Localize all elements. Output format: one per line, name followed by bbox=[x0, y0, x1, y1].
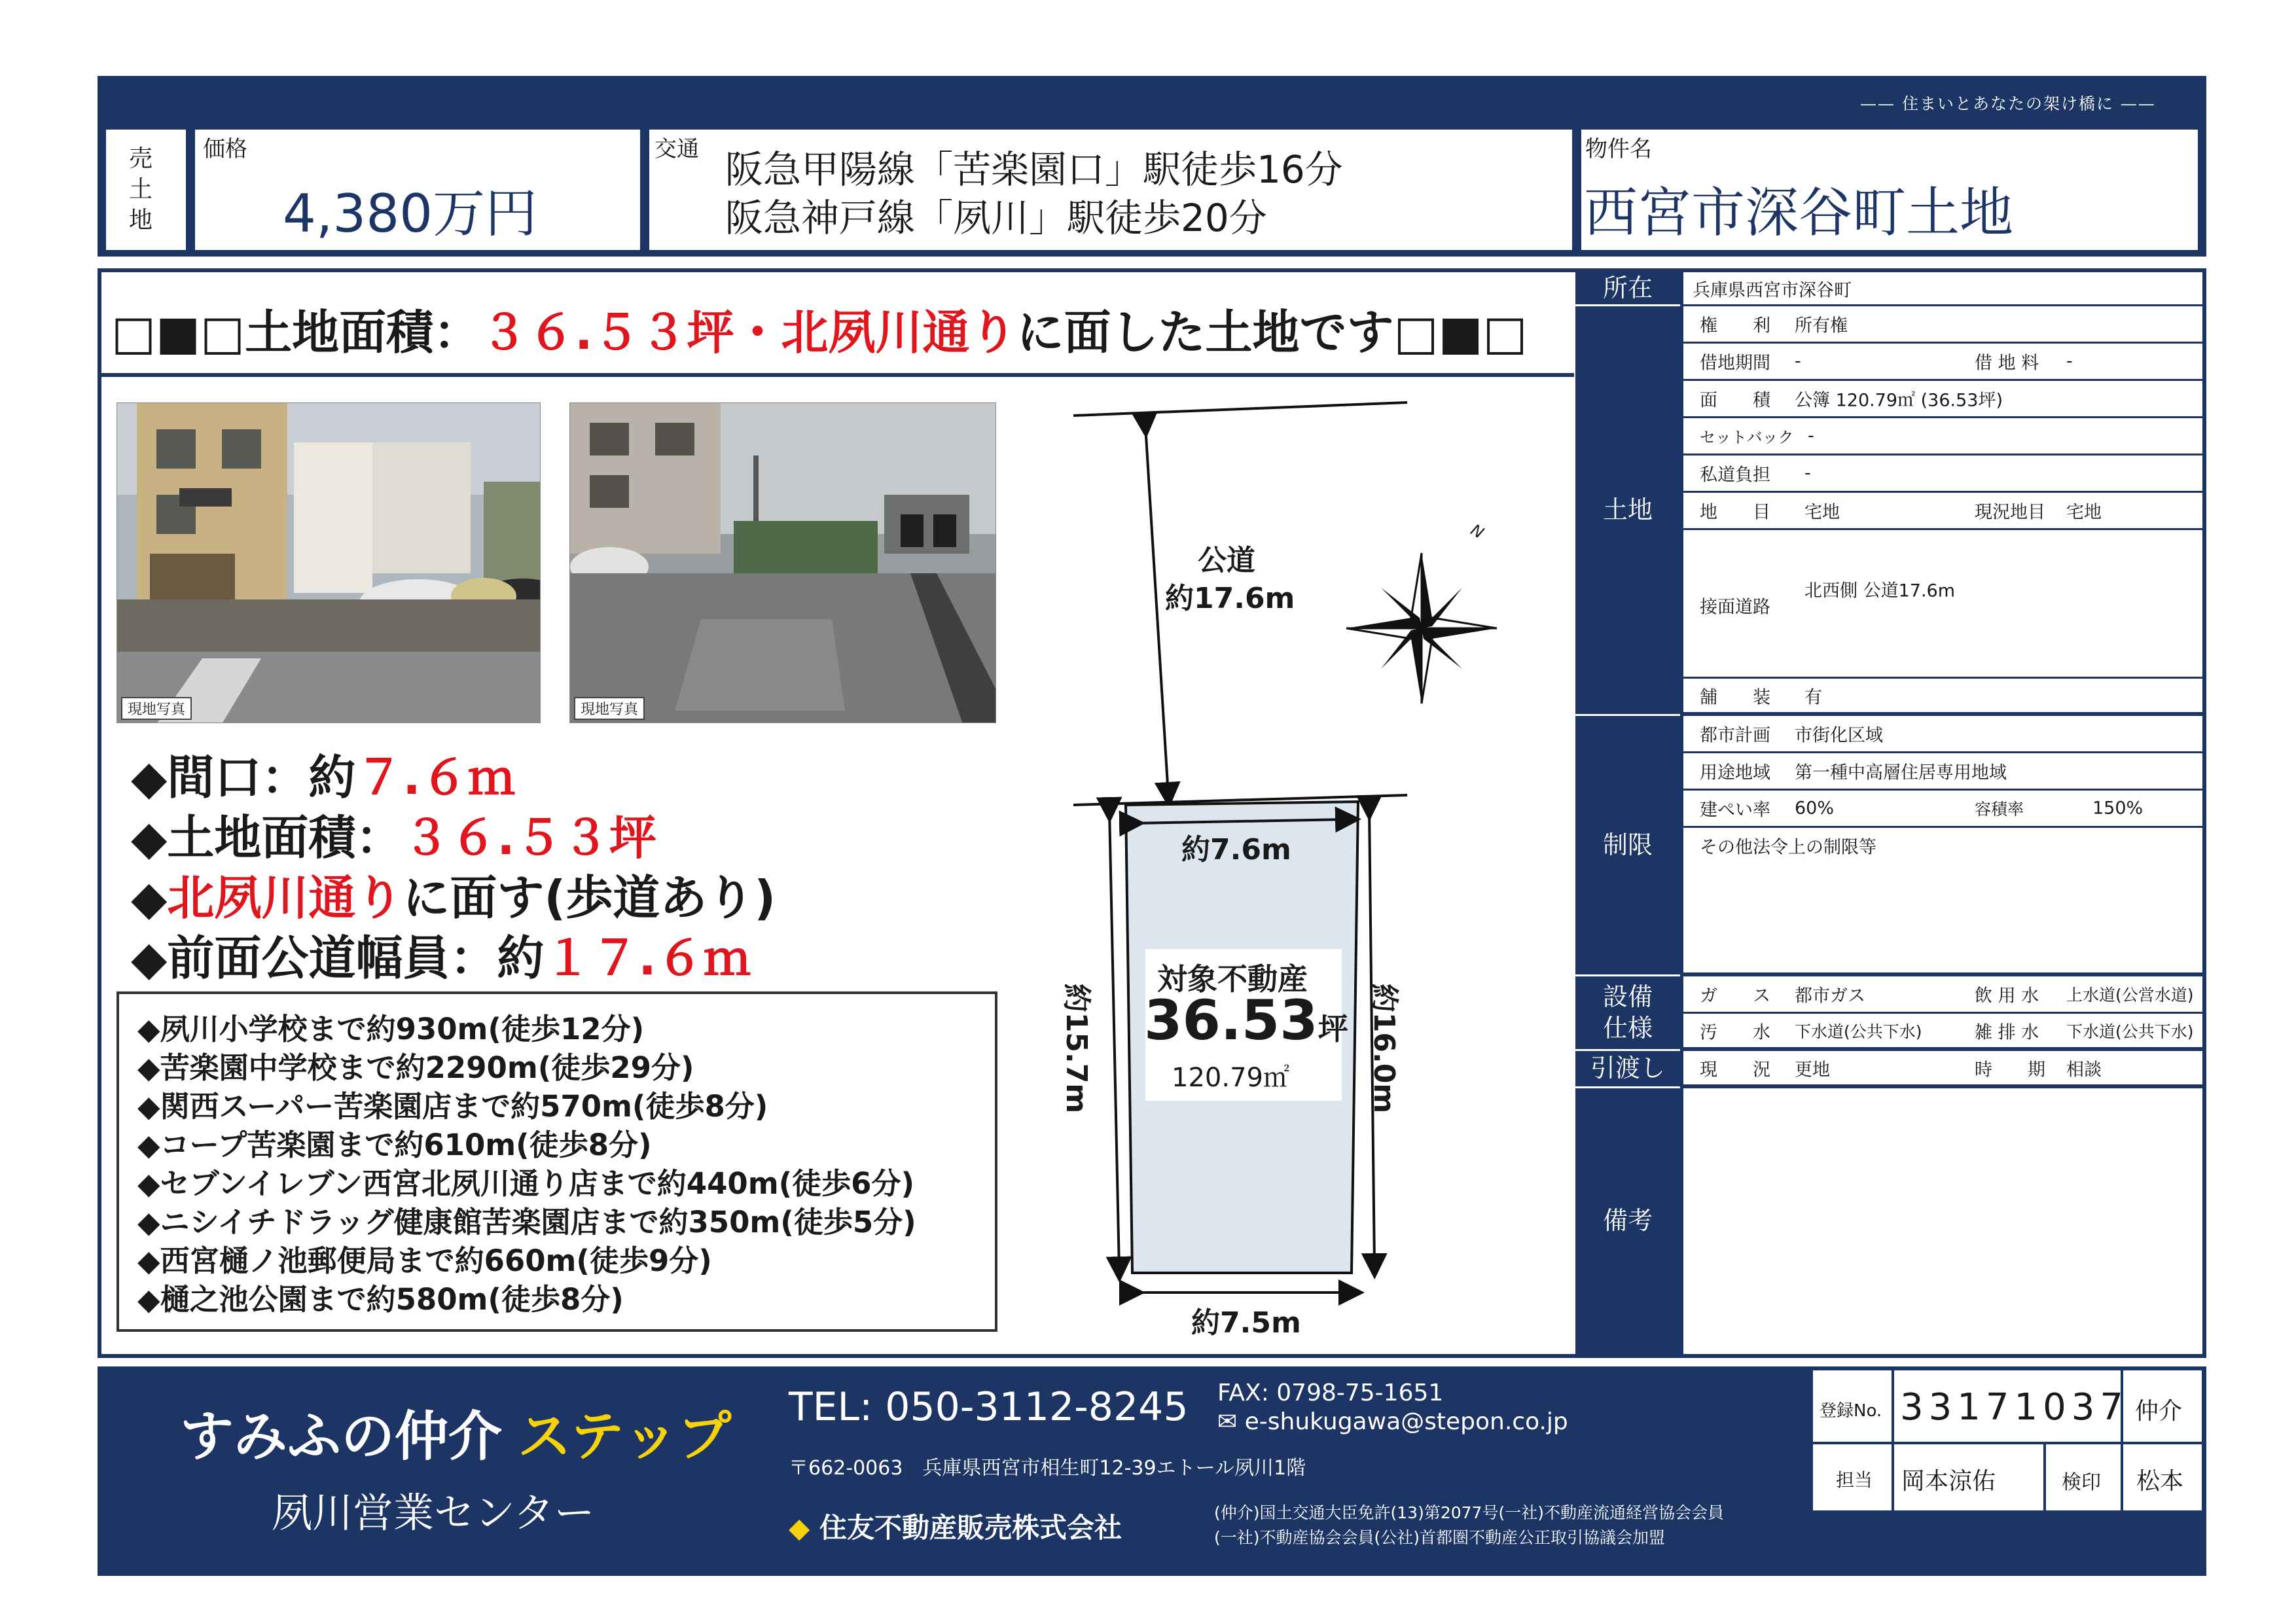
feature-area bbox=[131, 800, 656, 868]
feature-street-after: に面す(歩道あり) bbox=[403, 870, 776, 925]
spec-zone-val: 第一種中高層住居専用地域 bbox=[1795, 762, 2007, 783]
price-value: 4,380万円 bbox=[283, 183, 538, 244]
reg-divider-h bbox=[1813, 1442, 2202, 1444]
check-name: 松本 bbox=[2136, 1468, 2184, 1495]
mail-icon: ✉ bbox=[1217, 1408, 1238, 1435]
nearby-item: ◆関西スーパー苦楽園店まで約570m(徒歩8分) bbox=[137, 1089, 768, 1124]
spec-area-key: 面 積 bbox=[1700, 390, 1770, 411]
spec-row-location bbox=[1683, 272, 2203, 306]
spec-road-val: 北西側 公道17.6m bbox=[1804, 580, 1956, 601]
spec-setback-key: セットバック bbox=[1700, 428, 1794, 447]
spec-row-area bbox=[1683, 381, 2203, 418]
dim-left: 約15.7m bbox=[1060, 983, 1094, 1114]
footer-tel: TEL: 050-3112-8245 bbox=[789, 1384, 1189, 1430]
spec-row-sewage bbox=[1683, 1014, 2203, 1051]
spec-drain-val: 下水道(公共下水) bbox=[2066, 1022, 2194, 1041]
photo-2-caption: 現地写真 bbox=[574, 697, 645, 720]
spec-row-other-limits bbox=[1683, 828, 2203, 976]
spec-chimoku-val: 宅地 bbox=[1804, 502, 1840, 523]
feature-frontage bbox=[131, 740, 515, 808]
spec-rent-val: - bbox=[2066, 351, 2073, 372]
spec-row-gas bbox=[1683, 976, 2203, 1014]
spec-row-handover bbox=[1683, 1051, 2203, 1088]
spec-row-setback bbox=[1683, 418, 2203, 455]
footer-address: 〒662-0063 兵庫県西宮市相生町12-39エトール夙川1階 bbox=[789, 1457, 1306, 1480]
access-line-2: 阪急神戸線「夙川」駅徒歩20分 bbox=[725, 196, 1267, 240]
road-top-line bbox=[1073, 402, 1407, 416]
spec-setback-val: - bbox=[1808, 425, 1814, 446]
feature-road-width-label: ◆前面公道幅員：約 bbox=[131, 931, 545, 986]
spec-time-key: 時 期 bbox=[1975, 1060, 2045, 1080]
spec-road-key: 接面道路 bbox=[1700, 597, 1770, 618]
spec-label-land: 土地 bbox=[1575, 306, 1680, 716]
subject-tsubo-num: 36.53 bbox=[1144, 988, 1318, 1052]
headline-red: ３６.５３坪・北夙川通り bbox=[480, 305, 1017, 360]
nearby-item: ◆コープ苦楽園まで約610m(徒歩8分) bbox=[137, 1128, 652, 1162]
spec-private-val: - bbox=[1804, 463, 1811, 484]
reg-divider-v3 bbox=[2043, 1442, 2046, 1510]
feature-street-label: ◆ bbox=[131, 870, 168, 925]
sales-center: 夙川営業センター bbox=[272, 1489, 595, 1537]
spec-paving-key: 舗 装 bbox=[1700, 687, 1770, 707]
subject-tsubo bbox=[1144, 988, 1348, 1052]
spec-row-private-road bbox=[1683, 455, 2203, 493]
email-row bbox=[1217, 1408, 1568, 1435]
spec-genkyo-chimoku-val: 宅地 bbox=[2066, 502, 2102, 523]
property-label: 物件名 bbox=[1585, 136, 1652, 162]
company-row bbox=[789, 1507, 1122, 1546]
spec-label-remarks: 備考 bbox=[1602, 1206, 1653, 1236]
feature-road-width-value: １７.６ｍ bbox=[544, 931, 751, 986]
site-photo-1 bbox=[117, 402, 541, 723]
staff-name: 岡本涼佑 bbox=[1901, 1468, 1996, 1495]
feature-area-value: ３６.５３坪 bbox=[403, 810, 656, 865]
subject-sqm: 120.79㎡ bbox=[1172, 1063, 1289, 1093]
check-label: 検印 bbox=[2062, 1471, 2101, 1494]
headline-pre: □■□土地面積： bbox=[111, 305, 481, 360]
feature-frontage-value: ７.６ｍ bbox=[355, 750, 515, 805]
spec-row-rights bbox=[1683, 306, 2203, 344]
site-photo-2 bbox=[569, 402, 996, 723]
reg-divider-v4 bbox=[2121, 1442, 2123, 1510]
footer-license-1: (仲介)国土交通大臣免許(13)第2077号(一社)不動産流通経営協会会員 bbox=[1214, 1503, 1724, 1522]
brand bbox=[180, 1394, 731, 1471]
spec-sewage-val: 下水道(公共下水) bbox=[1795, 1022, 1922, 1041]
subject-tsubo-unit: 坪 bbox=[1318, 1011, 1348, 1046]
spec-time-val: 相談 bbox=[2066, 1060, 2102, 1080]
spec-row-road bbox=[1683, 530, 2203, 679]
spec-genkyo-chimoku-key: 現況地目 bbox=[1975, 502, 2045, 523]
subject-label: 対象不動産 bbox=[1157, 961, 1308, 997]
company-logo-icon: ◆ bbox=[789, 1512, 810, 1544]
spec-location: 兵庫県西宮市深谷町 bbox=[1693, 280, 1852, 300]
feature-frontage-label: ◆間口：約 bbox=[131, 750, 356, 805]
spec-gas-key: ガ ス bbox=[1700, 986, 1770, 1007]
reg-divider-v1 bbox=[1892, 1370, 1894, 1510]
spec-far-key: 容積率 bbox=[1975, 800, 2024, 819]
nearby-item: ◆樋之池公園まで約580m(徒歩8分) bbox=[137, 1282, 624, 1317]
spec-status-key: 現 況 bbox=[1700, 1060, 1770, 1080]
spec-row-city-plan bbox=[1683, 716, 2203, 753]
spec-row-paving bbox=[1683, 679, 2203, 716]
spec-label-equipment: 設備仕様 bbox=[1575, 976, 1680, 1051]
road-label: 公道 bbox=[1198, 544, 1255, 577]
spec-rights-val: 所有権 bbox=[1795, 315, 1848, 336]
feature-road-width bbox=[131, 920, 751, 988]
land-plan-diagram bbox=[1047, 386, 1571, 1342]
nearby-item: ◆西宮樋ノ池郵便局まで約660m(徒歩9分) bbox=[137, 1243, 712, 1278]
footer-fax: FAX: 0798-75-1651 bbox=[1217, 1380, 1444, 1406]
headline bbox=[111, 294, 1528, 363]
spec-bcr-val: 60% bbox=[1795, 798, 1835, 819]
dim-bottom: 約7.5m bbox=[1191, 1306, 1301, 1340]
dim-top: 約7.6m bbox=[1181, 833, 1291, 866]
spec-row-zone bbox=[1683, 753, 2203, 791]
reg-label: 登録No. bbox=[1820, 1401, 1882, 1421]
spec-rent-key: 借 地 料 bbox=[1975, 353, 2039, 374]
spec-area-val: 公簿 120.79㎡ (36.53坪) bbox=[1795, 390, 2003, 411]
feature-street-value: 北夙川通り bbox=[167, 870, 403, 925]
dim-right: 約16.0m bbox=[1367, 983, 1401, 1114]
spec-status-val: 更地 bbox=[1795, 1060, 1830, 1080]
spec-label-handover: 引渡し bbox=[1575, 1051, 1680, 1088]
spec-bcr-key: 建ぺい率 bbox=[1700, 800, 1770, 821]
spec-water-key: 飲 用 水 bbox=[1975, 986, 2039, 1007]
spec-chimoku-key: 地 目 bbox=[1700, 502, 1770, 523]
brand-step: ステップ bbox=[518, 1406, 732, 1468]
footer-license-2: (一社)不動産協会会員(公社)首都圏不動産公正取引協議会加盟 bbox=[1214, 1528, 1666, 1547]
spec-drain-key: 雑 排 水 bbox=[1975, 1022, 2039, 1043]
sale-type: 売土地 bbox=[128, 145, 152, 234]
spec-row-ratio bbox=[1683, 791, 2203, 828]
access-label: 交通 bbox=[655, 136, 699, 162]
spec-label-location: 所在 bbox=[1575, 272, 1680, 306]
nearby-item: ◆苦楽園中学校まで約2290m(徒歩29分) bbox=[137, 1050, 694, 1085]
spec-private-key: 私道負担 bbox=[1700, 465, 1770, 486]
access-line-1: 阪急甲陽線「苦楽園口」駅徒歩16分 bbox=[725, 147, 1343, 192]
north-label: N bbox=[1467, 520, 1487, 543]
spec-gas-val: 都市ガス bbox=[1795, 986, 1865, 1007]
spec-zone-key: 用途地域 bbox=[1700, 762, 1770, 783]
spec-sewage-key: 汚 水 bbox=[1700, 1022, 1770, 1043]
tagline: —— 住まいとあなたの架け橋に —— bbox=[1860, 94, 2156, 113]
spec-water-val: 上水道(公営水道) bbox=[2066, 986, 2194, 1005]
spec-label-limit: 制限 bbox=[1575, 716, 1680, 976]
spec-city-val: 市街化区域 bbox=[1795, 725, 1883, 746]
spec-paving-val: 有 bbox=[1804, 687, 1822, 707]
spec-other-val: その他法令上の制限等 bbox=[1700, 837, 1876, 858]
spec-city-key: 都市計画 bbox=[1700, 725, 1770, 746]
dim-left-arrow bbox=[1109, 810, 1119, 1270]
site-photo-2-image bbox=[570, 403, 996, 723]
spec-row-lease bbox=[1683, 344, 2203, 381]
feature-street bbox=[131, 860, 776, 928]
brand-name: すみふの仲介 bbox=[180, 1406, 503, 1468]
spec-lease-key: 借地期間 bbox=[1700, 353, 1770, 374]
compass-icon bbox=[1346, 553, 1497, 704]
spec-far-val: 150% bbox=[2092, 798, 2144, 819]
price-label: 価格 bbox=[203, 136, 247, 162]
nearby-item: ◆ニシイチドラッグ健康館苦楽園店まで約350m(徒歩5分) bbox=[137, 1205, 916, 1240]
staff-label: 担当 bbox=[1836, 1469, 1873, 1491]
feature-area-label: ◆土地面積： bbox=[131, 810, 403, 865]
photo-1-caption: 現地写真 bbox=[121, 697, 192, 720]
road-width-label: 約17.6m bbox=[1165, 582, 1295, 615]
headline-post: に面した土地です□■□ bbox=[1016, 305, 1528, 360]
spec-row-chimoku bbox=[1683, 493, 2203, 530]
spec-lease-val: - bbox=[1795, 351, 1801, 372]
nearby-item: ◆夙川小学校まで約930m(徒歩12分) bbox=[137, 1012, 645, 1046]
nearby-item: ◆セブンイレブン西宮北夙川通り店まで約440m(徒歩6分) bbox=[137, 1166, 915, 1201]
site-photo-1-image bbox=[117, 403, 541, 723]
spec-rights-key: 権 利 bbox=[1700, 315, 1770, 336]
footer-company: 住友不動産販売株式会社 bbox=[819, 1512, 1122, 1544]
reg-number: 33171037 bbox=[1900, 1386, 2129, 1429]
deal-type: 仲介 bbox=[2135, 1398, 2183, 1425]
property-name: 西宮市深谷町土地 bbox=[1584, 182, 2014, 244]
footer-email: e-shukugawa@stepon.co.jp bbox=[1244, 1408, 1568, 1435]
